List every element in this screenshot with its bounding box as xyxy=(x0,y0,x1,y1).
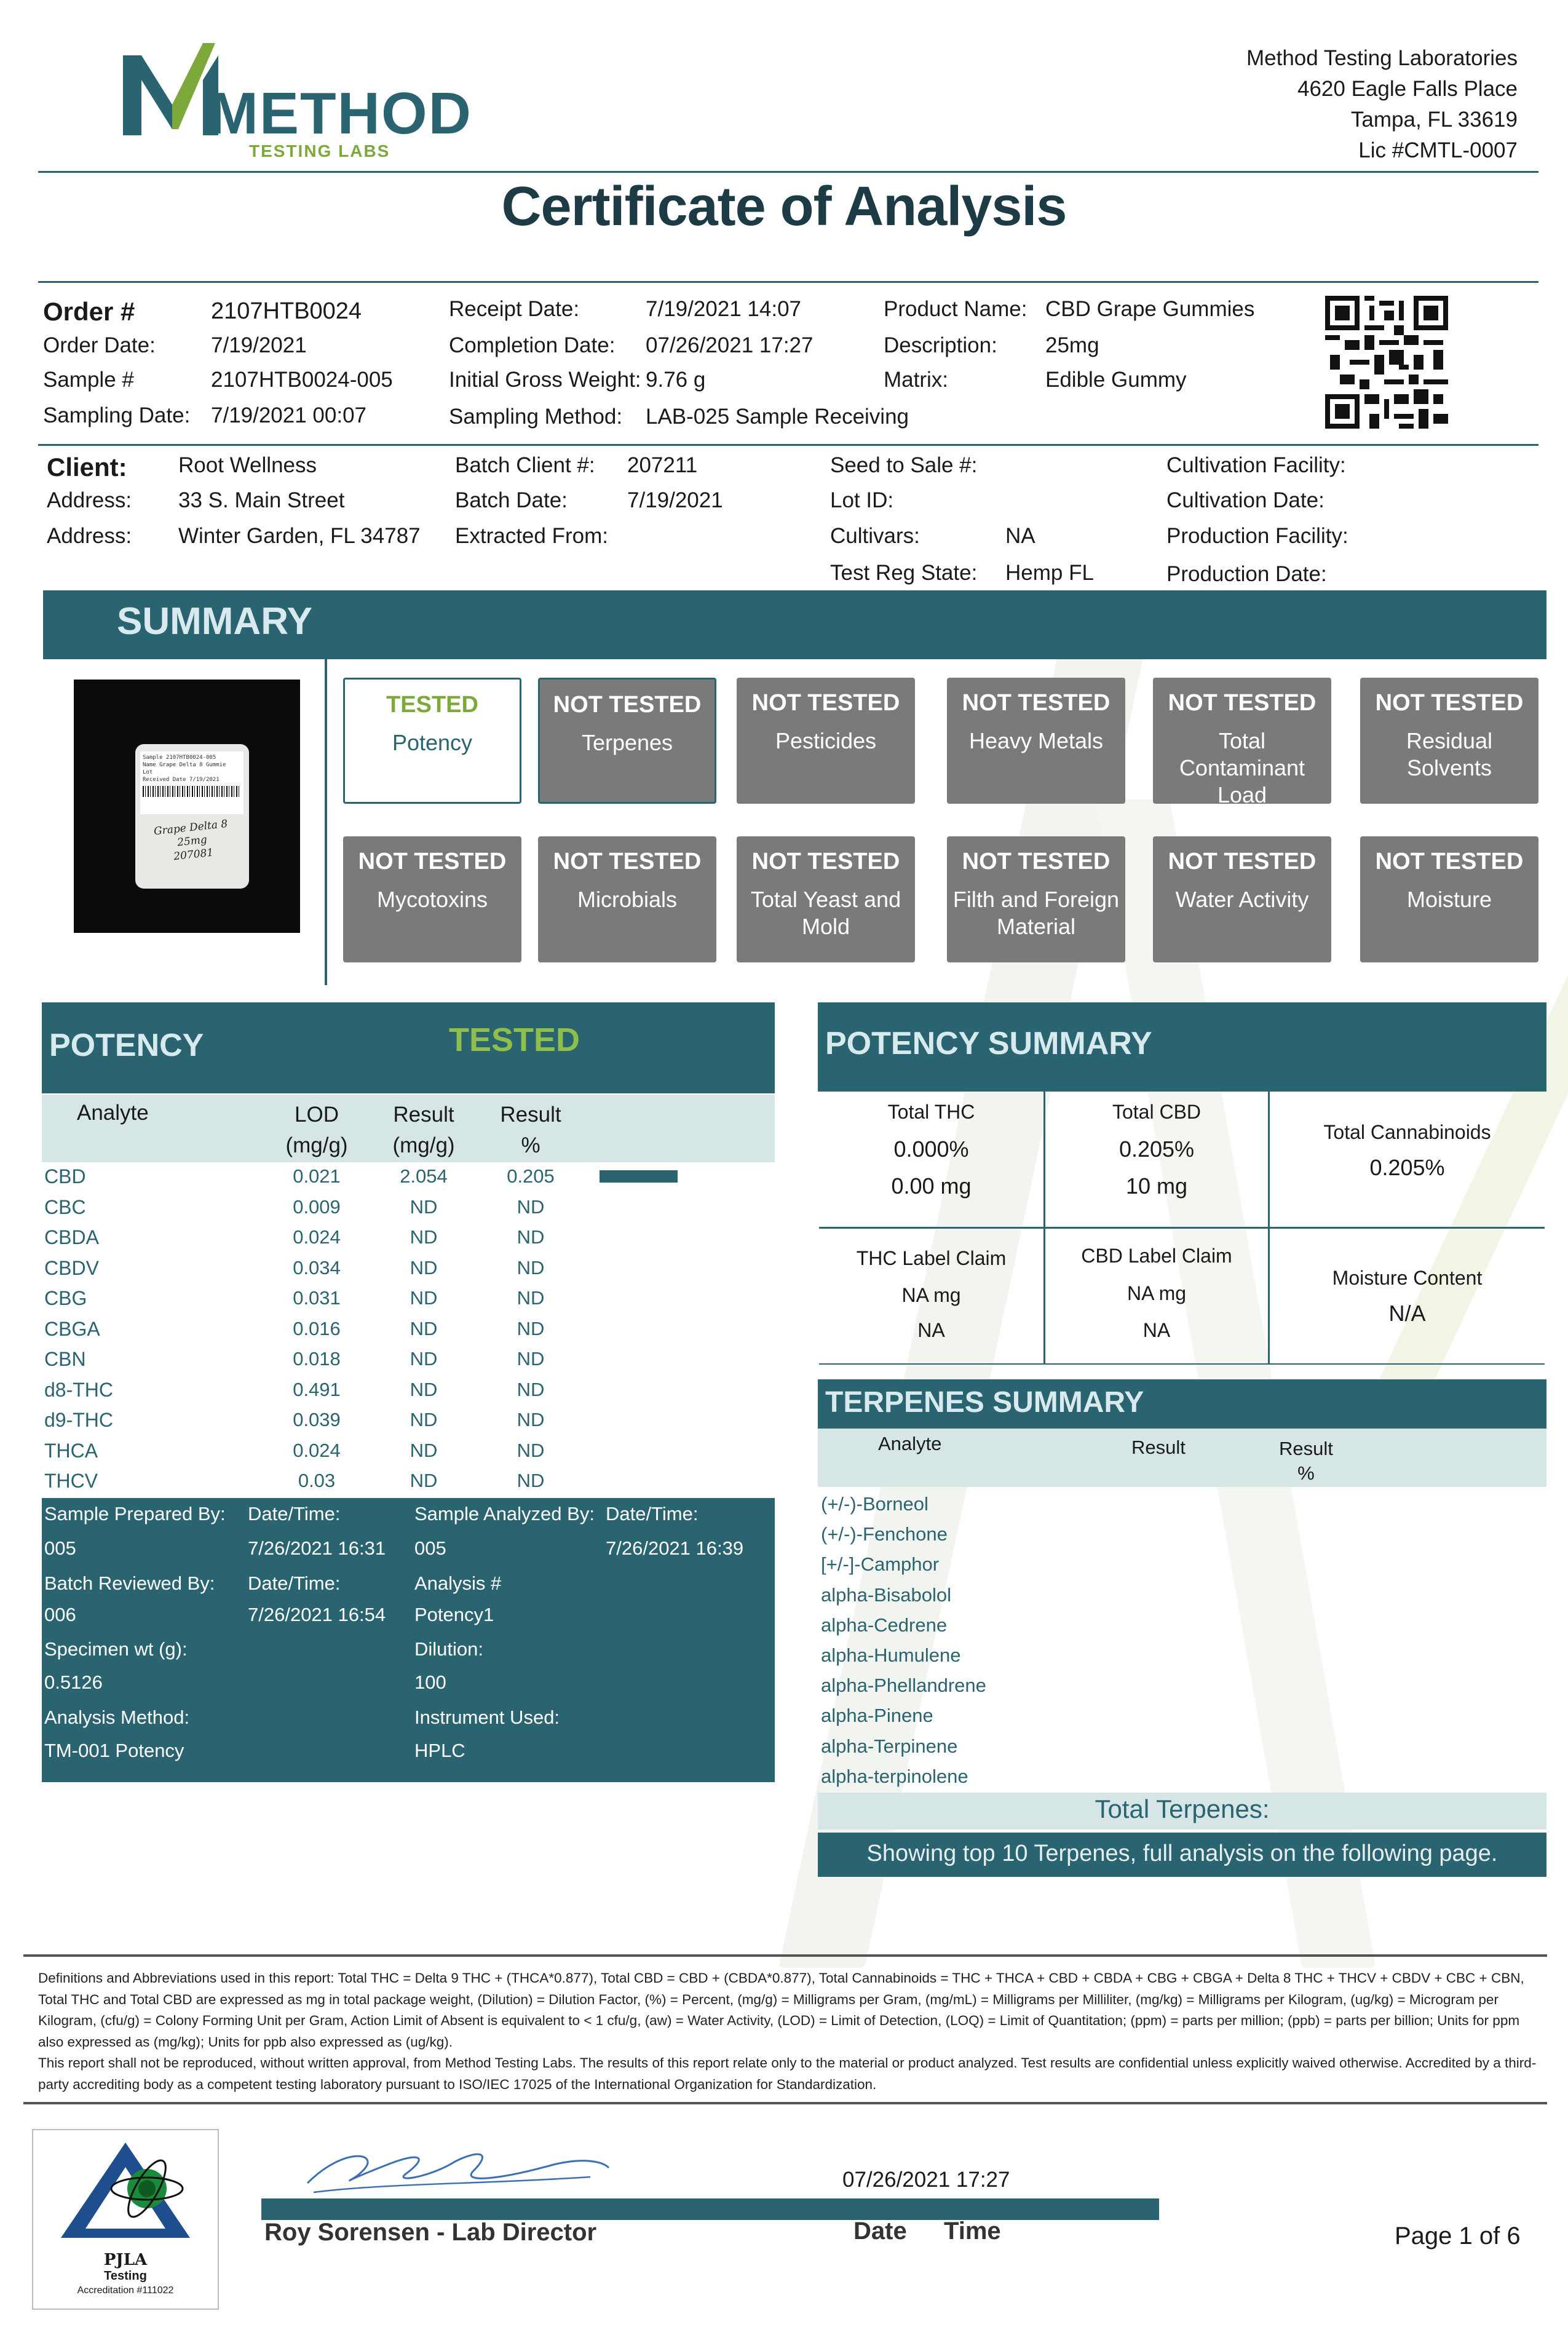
total-cannabinoids-pct: 0.205% xyxy=(1369,1155,1445,1180)
page-number: 1 xyxy=(1459,2222,1473,2250)
tile-name: Mycotoxins xyxy=(376,887,488,912)
terp-col-result: Result xyxy=(1131,1437,1186,1458)
tile-name: Total Contaminant Load xyxy=(1179,728,1305,807)
lod-cell: 0.018 xyxy=(293,1348,341,1370)
tile-name: Terpenes xyxy=(581,730,673,755)
completion-date-label: Completion Date: xyxy=(449,333,616,357)
barcode xyxy=(143,786,241,797)
lod-cell: 0.03 xyxy=(298,1470,336,1491)
result-cell: ND xyxy=(410,1439,438,1461)
matrix-value: Edible Gummy xyxy=(1045,368,1187,392)
lab-subname: TESTING LABS xyxy=(249,141,390,161)
terpene-row: (+/-)-Borneol xyxy=(821,1493,929,1515)
terpene-row: [+/-]-Camphor xyxy=(821,1553,940,1576)
client-address-value: 33 S. Main Street xyxy=(178,488,345,512)
reviewed-by-value: 006 xyxy=(44,1604,76,1625)
analyte-cell: CBDA xyxy=(44,1226,99,1248)
col-lod xyxy=(271,1100,363,1161)
signature-bar xyxy=(261,2198,1159,2220)
result-cell: ND xyxy=(410,1378,438,1400)
tile-potency xyxy=(343,678,521,804)
client-address-label: Address: xyxy=(47,488,132,512)
terpene-row: alpha-Cedrene xyxy=(821,1614,948,1636)
sample-container-image xyxy=(135,744,249,889)
potency-title: POTENCY xyxy=(49,1028,204,1063)
tile-heavy-metals xyxy=(947,678,1125,804)
divider xyxy=(38,444,1538,446)
product-name-value: CBD Grape Gummies xyxy=(1045,297,1255,321)
potency-summary-title: POTENCY SUMMARY xyxy=(825,1026,1152,1061)
tile-status: NOT TESTED xyxy=(751,849,900,874)
analyte-cell: CBG xyxy=(44,1287,87,1309)
handwriting-line: 207081 xyxy=(173,846,215,863)
pjla-subtitle: Testing xyxy=(104,2269,147,2283)
dilution-value: 100 xyxy=(414,1671,446,1693)
test-reg-state-value: Hemp FL xyxy=(1005,561,1094,585)
client-value: Root Wellness xyxy=(178,453,317,477)
dilution-label: Dilution: xyxy=(414,1638,483,1660)
analyte-cell: CBDV xyxy=(44,1256,99,1279)
date-label: Date xyxy=(853,2218,907,2245)
cultivation-date-label: Cultivation Date: xyxy=(1166,488,1324,512)
description-value: 25mg xyxy=(1045,333,1099,357)
analyte-cell: THCV xyxy=(44,1470,98,1492)
tile-filth-foreign-material xyxy=(947,836,1125,962)
lod-cell: 0.491 xyxy=(293,1378,341,1400)
result-cell: ND xyxy=(410,1287,438,1309)
batch-client-label: Batch Client #: xyxy=(455,453,595,477)
sampling-method-value: LAB-025 Sample Receiving xyxy=(646,405,909,429)
footer-definitions xyxy=(38,1968,1538,2095)
tile-microbials xyxy=(538,836,716,962)
lab-address-line: Method Testing Laboratories xyxy=(1246,46,1518,70)
result-cell: ND xyxy=(410,1256,438,1278)
tile-name: Microbials xyxy=(577,887,678,912)
pct-cell: ND xyxy=(517,1317,545,1339)
order-value: 2107HTB0024 xyxy=(211,298,362,324)
analyte-cell: CBC xyxy=(44,1195,86,1218)
terpene-row: (+/-)-Fenchone xyxy=(821,1523,948,1545)
grid-line xyxy=(819,1227,1545,1229)
tile-total-contaminant-load xyxy=(1153,678,1331,807)
divider xyxy=(23,1954,1547,1957)
seed-to-sale-label: Seed to Sale #: xyxy=(830,453,978,477)
col-analyte: Analyte xyxy=(77,1101,149,1125)
client-address2-label: Address: xyxy=(47,524,132,548)
lab-name: METHOD xyxy=(209,81,472,146)
terpene-row: alpha-Pinene xyxy=(821,1705,933,1727)
prepared-datetime-label: Date/Time: xyxy=(248,1503,341,1524)
lod-cell: 0.009 xyxy=(293,1195,341,1218)
tile-terpenes xyxy=(538,678,716,804)
handwriting-line: Grape Delta 8 xyxy=(153,817,229,838)
analysis-method-value: TM-001 Potency xyxy=(44,1740,184,1761)
reviewed-datetime-value: 7/26/2021 16:54 xyxy=(248,1604,386,1625)
instrument-value: HPLC xyxy=(414,1740,465,1761)
pct-cell: 0.205 xyxy=(507,1165,555,1187)
order-label: Order # xyxy=(43,297,135,326)
terp-col-pct-label: Result xyxy=(1279,1438,1333,1459)
total-thc-pct: 0.000% xyxy=(893,1136,969,1162)
terpene-row: alpha-Humulene xyxy=(821,1644,961,1666)
tile-status: TESTED xyxy=(386,692,478,718)
cultivars-label: Cultivars: xyxy=(830,524,920,548)
specimen-weight-value: 0.5126 xyxy=(44,1671,103,1693)
terpene-row: alpha-Terpinene xyxy=(821,1735,958,1757)
col-pct-unit: % xyxy=(521,1133,540,1157)
terpene-row: alpha-terpinolene xyxy=(821,1765,968,1787)
lab-logo xyxy=(117,43,472,166)
lod-cell: 0.024 xyxy=(293,1439,341,1461)
col-lod-unit: (mg/g) xyxy=(285,1133,348,1157)
tile-name: Filth and Foreign Material xyxy=(952,887,1120,939)
sticker-line: Sample 2107HTB0024-005 xyxy=(143,755,216,761)
pct-cell: ND xyxy=(517,1378,545,1400)
lab-address xyxy=(1246,43,1518,166)
sample-label-sticker xyxy=(140,751,244,814)
cultivation-facility-label: Cultivation Facility: xyxy=(1166,453,1346,477)
batch-client-value: 207211 xyxy=(627,453,698,477)
terpene-row: alpha-Bisabolol xyxy=(821,1584,951,1606)
page-total: 6 xyxy=(1507,2222,1521,2250)
tile-total-yeast-mold xyxy=(737,836,915,962)
analyzed-by-label: Sample Analyzed By: xyxy=(414,1503,595,1524)
lab-address-line: 4620 Eagle Falls Place xyxy=(1297,77,1518,101)
sticker-line: Received Date 7/19/2021 xyxy=(143,777,220,783)
col-pct-label: Result xyxy=(500,1103,561,1127)
analyte-cell: CBGA xyxy=(44,1317,100,1340)
sticker-line: Lot xyxy=(143,769,153,775)
pct-cell: ND xyxy=(517,1470,545,1491)
potency-status: TESTED xyxy=(449,1021,580,1058)
analysis-method-label: Analysis Method: xyxy=(44,1707,190,1728)
cbd-label-claim-mg: NA mg xyxy=(1127,1282,1187,1304)
analyzed-by-value: 005 xyxy=(414,1537,446,1559)
result-cell: ND xyxy=(410,1226,438,1248)
signer-name: Roy Sorensen - Lab Director xyxy=(264,2219,597,2246)
total-terpenes-label: Total Terpenes: xyxy=(1095,1794,1270,1823)
pct-bar xyxy=(600,1170,678,1183)
instrument-label: Instrument Used: xyxy=(414,1707,560,1728)
sampling-date-label: Sampling Date: xyxy=(43,403,191,427)
tile-name: Water Activity xyxy=(1175,887,1309,912)
prepared-by-value: 005 xyxy=(44,1537,76,1559)
divider xyxy=(38,171,1538,173)
summary-title: SUMMARY xyxy=(117,600,313,643)
prepared-datetime-value: 7/26/2021 16:31 xyxy=(248,1537,386,1559)
pct-cell: ND xyxy=(517,1256,545,1278)
thc-label-claim-mg: NA mg xyxy=(901,1284,961,1306)
pjla-triangle-icon xyxy=(33,2130,218,2253)
analysis-number-value: Potency1 xyxy=(414,1604,494,1625)
lab-address-line: Lic #CMTL-0007 xyxy=(1358,138,1518,162)
analyzed-datetime-label: Date/Time: xyxy=(606,1503,699,1524)
total-cbd-mg: 10 mg xyxy=(1125,1173,1188,1199)
analyte-cell: CBN xyxy=(44,1348,86,1370)
tile-status: NOT TESTED xyxy=(553,849,702,874)
tile-water-activity xyxy=(1153,836,1331,962)
page-label: Page xyxy=(1395,2222,1452,2250)
tile-pesticides xyxy=(737,678,915,804)
terpenes-note: Showing top 10 Terpenes, full analysis on the following page. xyxy=(866,1841,1498,1866)
gross-weight-label: Initial Gross Weight: xyxy=(449,368,641,392)
time-label: Time xyxy=(944,2218,1001,2245)
pjla-name: PJLA xyxy=(103,2251,148,2269)
lab-address-line: Tampa, FL 33619 xyxy=(1350,108,1518,132)
tile-status: NOT TESTED xyxy=(751,690,900,716)
lod-cell: 0.016 xyxy=(293,1317,341,1339)
sample-label: Sample # xyxy=(43,368,134,392)
sample-photo xyxy=(74,680,300,933)
tile-name: Heavy Metals xyxy=(968,728,1104,753)
handwriting-line: 25mg xyxy=(176,833,208,849)
total-cbd-pct: 0.205% xyxy=(1119,1136,1195,1162)
page-title: Certificate of Analysis xyxy=(501,176,1067,237)
sampling-date-value: 7/19/2021 00:07 xyxy=(211,403,367,427)
lot-id-label: Lot ID: xyxy=(830,488,894,512)
qr-code xyxy=(1325,294,1448,430)
description-label: Description: xyxy=(884,333,997,357)
pct-cell: ND xyxy=(517,1348,545,1370)
batch-date-label: Batch Date: xyxy=(455,488,568,512)
lod-cell: 0.021 xyxy=(293,1165,341,1187)
cbd-label-claim-value: NA xyxy=(1142,1319,1171,1341)
col-lod-label: LOD xyxy=(295,1103,339,1127)
tile-status: NOT TESTED xyxy=(1168,690,1317,716)
tile-name: Potency xyxy=(392,730,473,755)
lod-cell: 0.039 xyxy=(293,1409,341,1430)
cbd-label-claim-label: CBD Label Claim xyxy=(1081,1245,1232,1267)
completion-date-value: 07/26/2021 17:27 xyxy=(646,333,814,357)
analysis-number-label: Analysis # xyxy=(414,1572,502,1594)
production-facility-label: Production Facility: xyxy=(1166,524,1348,548)
col-result-unit: (mg/g) xyxy=(392,1133,455,1157)
client-address2-value: Winter Garden, FL 34787 xyxy=(178,524,421,548)
analyte-cell: CBD xyxy=(44,1165,86,1187)
lod-cell: 0.034 xyxy=(293,1256,341,1278)
sticker-line: Name Grape Delta 8 Gummie xyxy=(143,762,226,768)
col-result-label: Result xyxy=(393,1103,454,1127)
terp-col-pct xyxy=(1279,1437,1333,1486)
matrix-label: Matrix: xyxy=(884,368,948,392)
tile-status: NOT TESTED xyxy=(1375,849,1524,874)
result-cell: ND xyxy=(410,1348,438,1370)
definitions-text: Definitions and Abbreviations used in this report: Total THC = Delta 9 THC + (THCA*0.877), Total CBD = CBD + (CBDA*0.877), Total Cannabinoids = THC + THCA + CBD + CBDA + CBG + CBGA + Delta 8 THC + THCV + CBDV + CBC + CBN, Total THC and Total CBD are expressed as mg in total package weight, (Dilution) = Dilution Factor, (%) = Percent, (mg/g) = Milligrams per Gram, (mg/mL) = Milligrams per Milliliter, (mg/kg) = Milligrams per Kilogram, (ug/kg) = Microgram per Kilogram, (cfu/g) = Colony Forming Unit per Gram, Action Limit of Absent is equivalent to < 1 cfu/g, (aw) = Water Activity, (LOD) = Limit of Detection, (LOQ) = Limit of Quantitation; (ppm) = parts per million; (ppb) = parts per billion; Units for ppm also expressed as (mg/kg); Units for ppb also expressed as (ug/kg). xyxy=(38,1970,1524,2050)
analyte-cell: d8-THC xyxy=(44,1378,114,1401)
pjla-logo xyxy=(32,2129,219,2310)
terp-col-pct-unit: % xyxy=(1297,1462,1315,1484)
pct-cell: ND xyxy=(517,1195,545,1218)
terp-col-analyte: Analyte xyxy=(878,1433,942,1454)
order-date-label: Order Date: xyxy=(43,333,156,357)
page-of: of xyxy=(1479,2222,1500,2250)
tile-moisture xyxy=(1360,836,1538,962)
product-name-label: Product Name: xyxy=(884,297,1028,321)
tile-name: Moisture xyxy=(1406,887,1492,912)
production-date-label: Production Date: xyxy=(1166,562,1327,586)
result-cell: ND xyxy=(410,1470,438,1491)
analyzed-datetime-value: 7/26/2021 16:39 xyxy=(606,1537,744,1559)
tile-name: Total Yeast and Mold xyxy=(750,887,901,939)
tile-residual-solvents xyxy=(1360,678,1538,804)
tile-mycotoxins xyxy=(343,836,521,962)
terpene-row: alpha-Phellandrene xyxy=(821,1675,986,1697)
tile-name: Residual Solvents xyxy=(1406,728,1493,780)
result-cell: ND xyxy=(410,1195,438,1218)
analyte-cell: d9-THC xyxy=(44,1409,114,1431)
result-cell: ND xyxy=(410,1409,438,1430)
reviewed-by-label: Batch Reviewed By: xyxy=(44,1572,215,1594)
thc-label-claim-value: NA xyxy=(917,1319,945,1341)
disclaimer-text: This report shall not be reproduced, without written approval, from Method Testing Labs. The results of this report relate only to the material or product analyzed. Test results are confidential unless explicitly waived otherwise. Accredited by a third-party accrediting body as a competent testing laboratory pursuant to ISO/IEC 17025 of the International Organization for Standardization. xyxy=(38,2055,1537,2092)
sign-datetime: 07/26/2021 17:27 xyxy=(842,2168,1010,2192)
col-result xyxy=(378,1100,470,1161)
tile-status: NOT TESTED xyxy=(1375,690,1524,716)
tile-name: Pesticides xyxy=(775,728,877,753)
pct-cell: ND xyxy=(517,1439,545,1461)
tile-status: NOT TESTED xyxy=(962,690,1111,716)
signature xyxy=(295,2140,615,2208)
gross-weight-value: 9.76 g xyxy=(646,368,706,392)
total-cannabinoids-label: Total Cannabinoids xyxy=(1323,1121,1491,1143)
pjla-accreditation: Accreditation #111022 xyxy=(77,2285,174,2296)
cultivars-value: NA xyxy=(1005,524,1035,548)
tile-status: NOT TESTED xyxy=(1168,849,1317,874)
order-date-value: 7/19/2021 xyxy=(211,333,307,357)
sample-value: 2107HTB0024-005 xyxy=(211,368,393,392)
thc-label-claim-label: THC Label Claim xyxy=(856,1247,1007,1269)
sample-handwriting xyxy=(140,816,245,867)
test-reg-state-label: Test Reg State: xyxy=(830,561,978,585)
moisture-content-label: Moisture Content xyxy=(1332,1267,1483,1289)
sampling-method-label: Sampling Method: xyxy=(449,405,623,429)
reviewed-datetime-label: Date/Time: xyxy=(248,1572,341,1594)
divider xyxy=(23,2102,1547,2104)
batch-date-value: 7/19/2021 xyxy=(627,488,723,512)
prepared-by-label: Sample Prepared By: xyxy=(44,1503,226,1524)
total-thc-mg: 0.00 mg xyxy=(891,1173,972,1199)
total-thc-label: Total THC xyxy=(887,1101,975,1123)
tile-status: NOT TESTED xyxy=(962,849,1111,874)
divider xyxy=(38,281,1538,283)
result-cell: 2.054 xyxy=(400,1165,448,1187)
moisture-content-value: N/A xyxy=(1388,1301,1426,1326)
pct-cell: ND xyxy=(517,1226,545,1248)
terpenes-summary-title: TERPENES SUMMARY xyxy=(825,1386,1144,1419)
extracted-from-label: Extracted From: xyxy=(455,524,608,548)
client-label: Client: xyxy=(47,453,127,482)
receipt-date-value: 7/19/2021 14:07 xyxy=(646,297,802,321)
tile-status: NOT TESTED xyxy=(358,849,507,874)
pct-cell: ND xyxy=(517,1409,545,1430)
lod-cell: 0.024 xyxy=(293,1226,341,1248)
receipt-date-label: Receipt Date: xyxy=(449,297,580,321)
lod-cell: 0.031 xyxy=(293,1287,341,1309)
analyte-cell: THCA xyxy=(44,1439,98,1462)
page-indicator xyxy=(1395,2222,1521,2250)
col-pct xyxy=(485,1100,577,1161)
result-cell: ND xyxy=(410,1317,438,1339)
total-cbd-label: Total CBD xyxy=(1112,1101,1202,1123)
pct-cell: ND xyxy=(517,1287,545,1309)
specimen-weight-label: Specimen wt (g): xyxy=(44,1638,188,1660)
summary-divider xyxy=(325,659,327,985)
tile-status: NOT TESTED xyxy=(553,692,702,718)
